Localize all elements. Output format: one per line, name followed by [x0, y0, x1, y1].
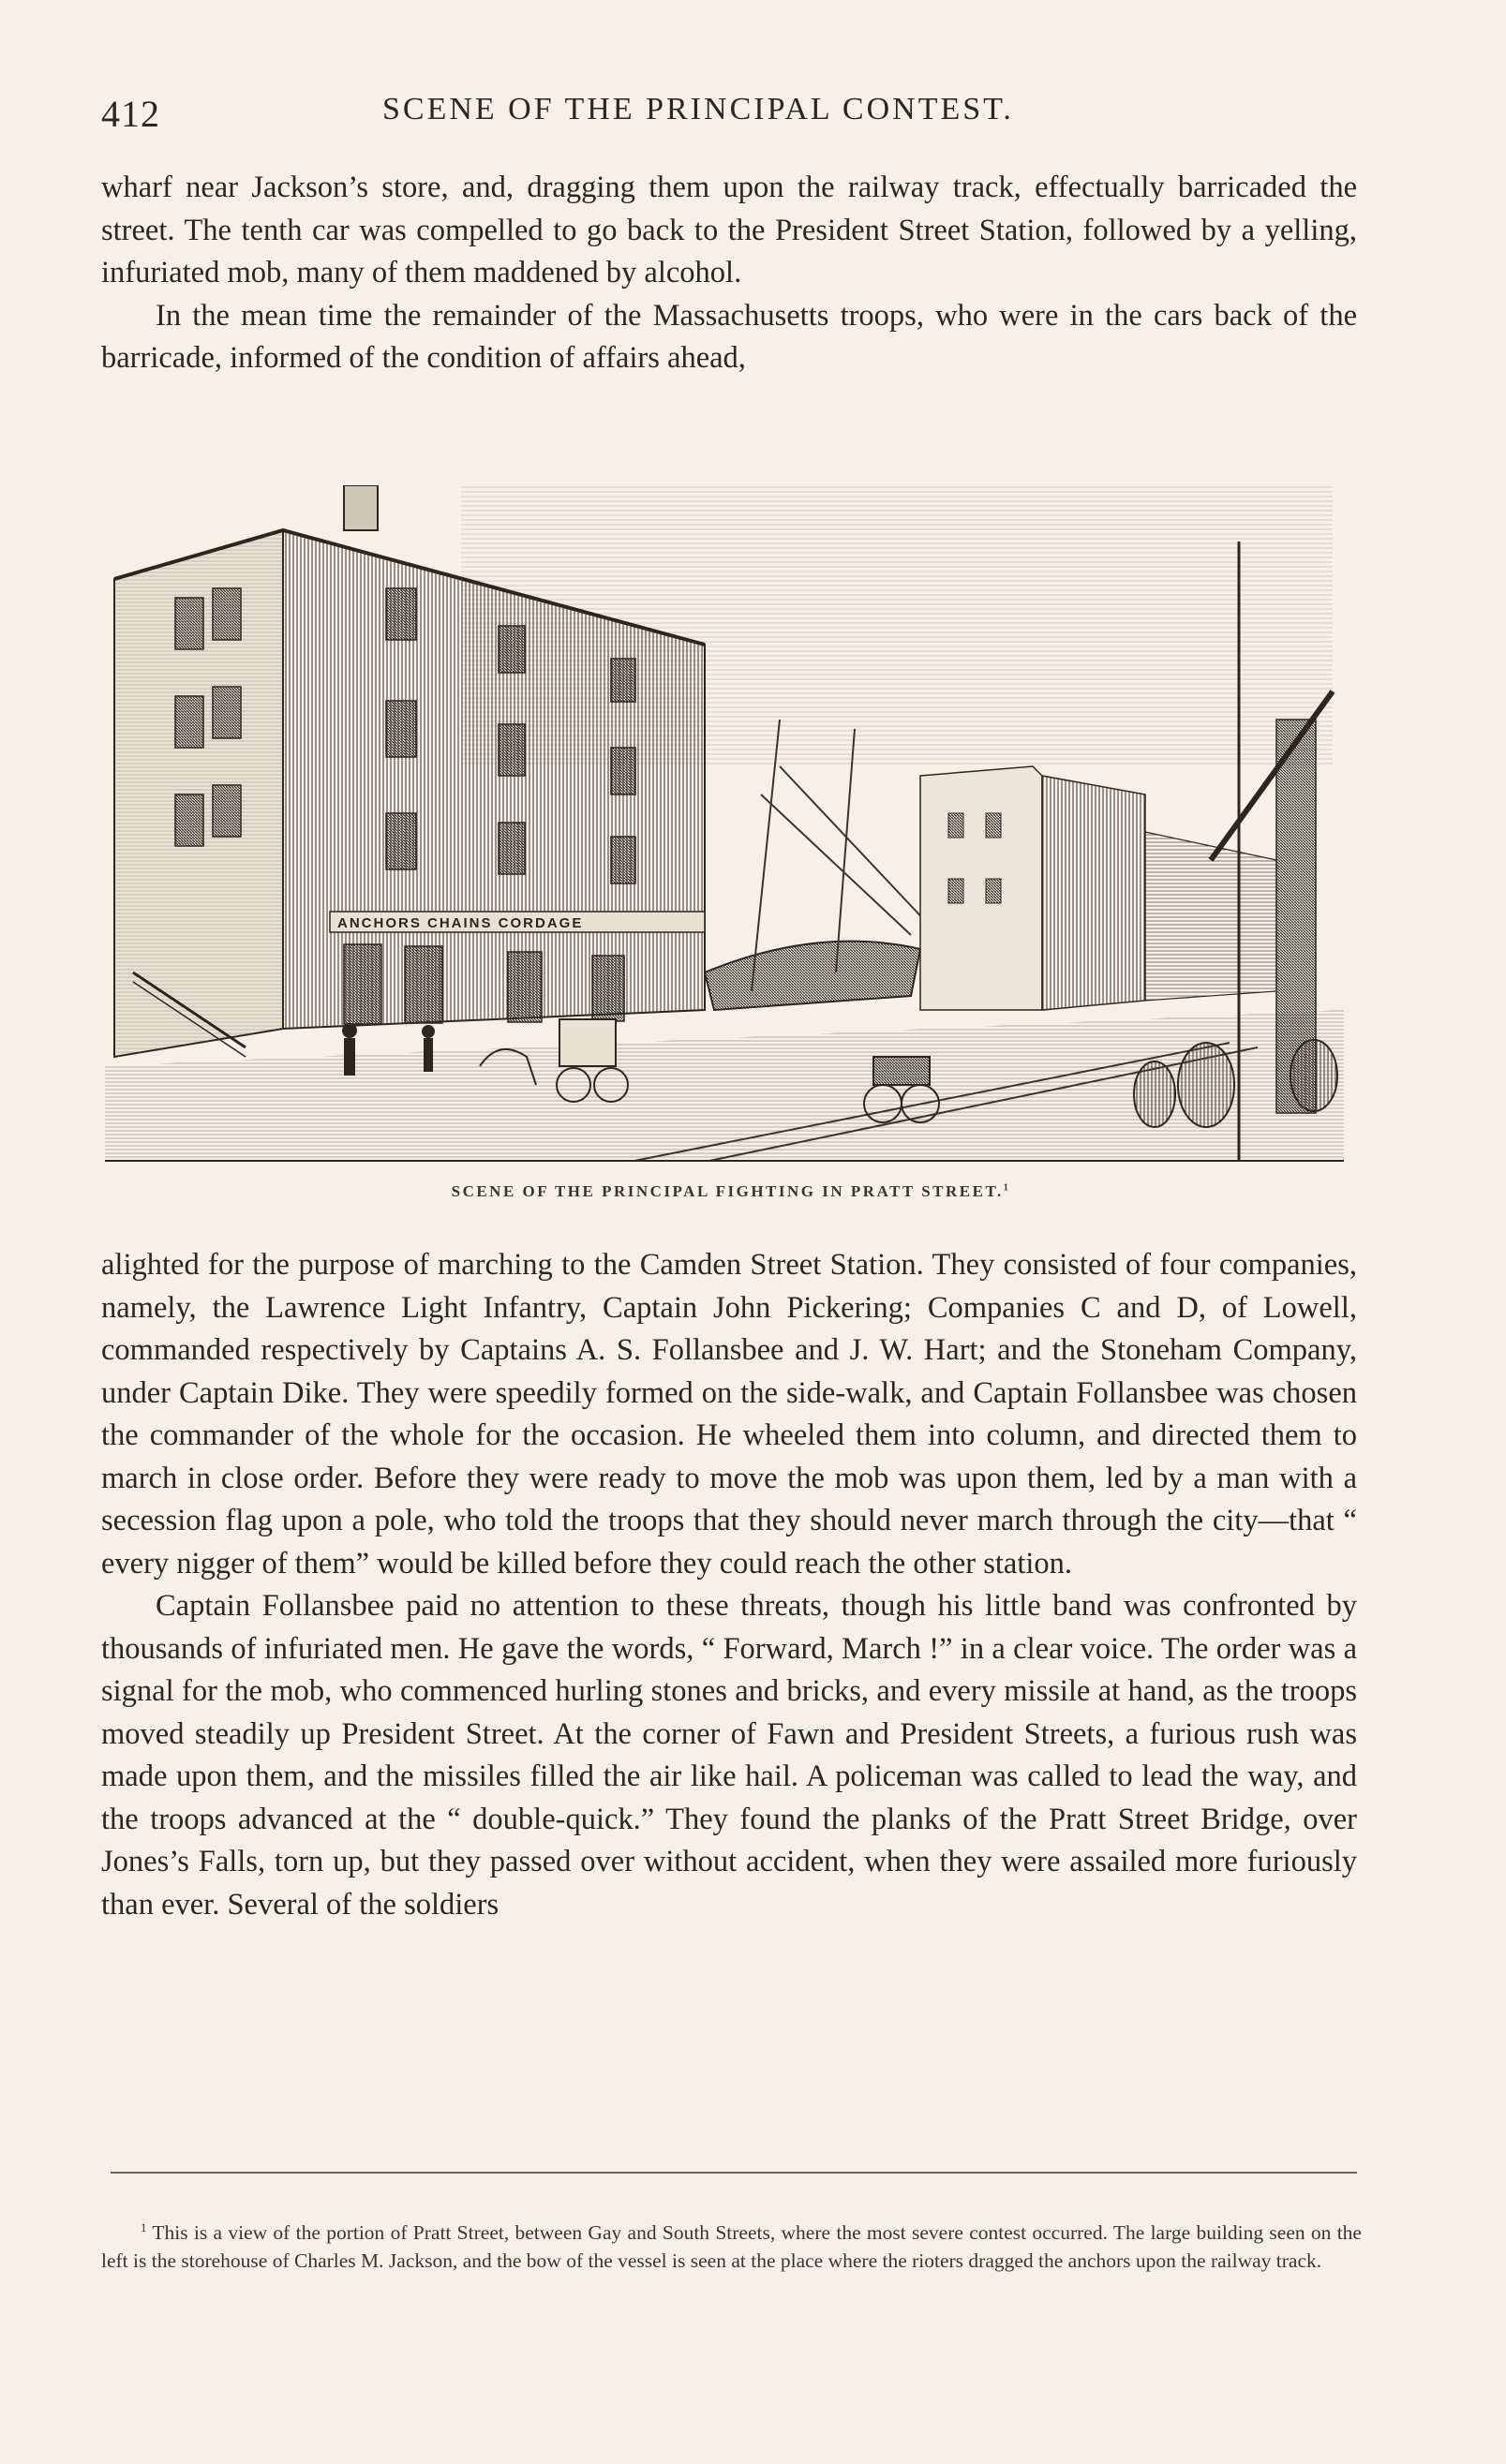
store-sign-text: ANCHORS CHAINS CORDAGE: [337, 915, 584, 931]
page-header: [101, 92, 1357, 148]
footnote-marker: 1: [141, 2221, 147, 2234]
footnote-text: This is a view of the portion of Pratt Street, between Gay and South Streets, where the most severe contest occurred. The large building seen on the left is the storehouse of Charles M. Jackson, and the bow of the vessel is seen at the place where the rioters dragged the anchors upon the railway track.: [101, 2221, 1362, 2272]
body-text-bottom: [101, 1244, 1357, 1926]
paragraph: wharf near Jackson’s store, and, dragging them upon the railway track, effectually barricaded the street. The tenth car was compelled to go back to the President Street Station, followed by a yelling, infuriated mob, many of them maddened by alcohol.: [101, 171, 1357, 289]
street-scene-engraving: [105, 485, 1344, 1162]
footnote-divider: [111, 2172, 1357, 2174]
running-head: SCENE OF THE PRINCIPAL CONTEST.: [382, 92, 1014, 126]
paragraph: In the mean time the remainder of the Massachusetts troops, who were in the cars back of the barricade, informed of the condition of affairs ahead,: [101, 298, 1357, 375]
engraving-illustration: [105, 485, 1344, 1162]
figure-caption: [187, 1182, 1275, 1201]
figure-caption-text: SCENE OF THE PRINCIPAL FIGHTING IN PRATT STREET.: [451, 1182, 1004, 1200]
body-text-top: [101, 167, 1357, 380]
page-number: 412: [101, 93, 160, 135]
paragraph: Captain Follansbee paid no attention to these threats, though his little band was confronted by thousands of infuriated men. He gave the words, “ Forward, March !” in a clear voice. The order was a signal for the mob, who commenced hurling stones and bricks, and every missile at hand, as the troops moved steadily up President Street. At the corner of Fawn and President Streets, a furious rush was made upon them, and the missiles filled the air like hail. A policeman was called to lead the way, and the troops advanced at the “ double-quick.” They found the planks of the Pratt Street Bridge, over Jones’s Falls, torn up, but they passed over without accident, when they were assailed more furiously than ever. Several of the soldiers: [101, 1589, 1357, 1922]
paragraph: alighted for the purpose of marching to the Camden Street Station. They consisted of four companies, namely, the Lawrence Light Infantry, Captain John Pickering; Companies C and D, of Lowell, commanded respectively by Captains A. S. Follansbee and J. W. Hart; and the Stoneham Company, under Captain Dike. They were speedily formed on the side-walk, and Captain Follansbee was chosen the commander of the whole for the occasion. He wheeled them into column, and directed them to march in close order. Before they were ready to move the mob was upon them, led by a man with a secession flag upon a pole, who told the troops that they should never march through the city—that “ every nigger of them” would be killed before they could reach the other station.: [101, 1248, 1357, 1581]
footnote-reference: 1: [1003, 1182, 1011, 1194]
footnote: [101, 2215, 1362, 2275]
